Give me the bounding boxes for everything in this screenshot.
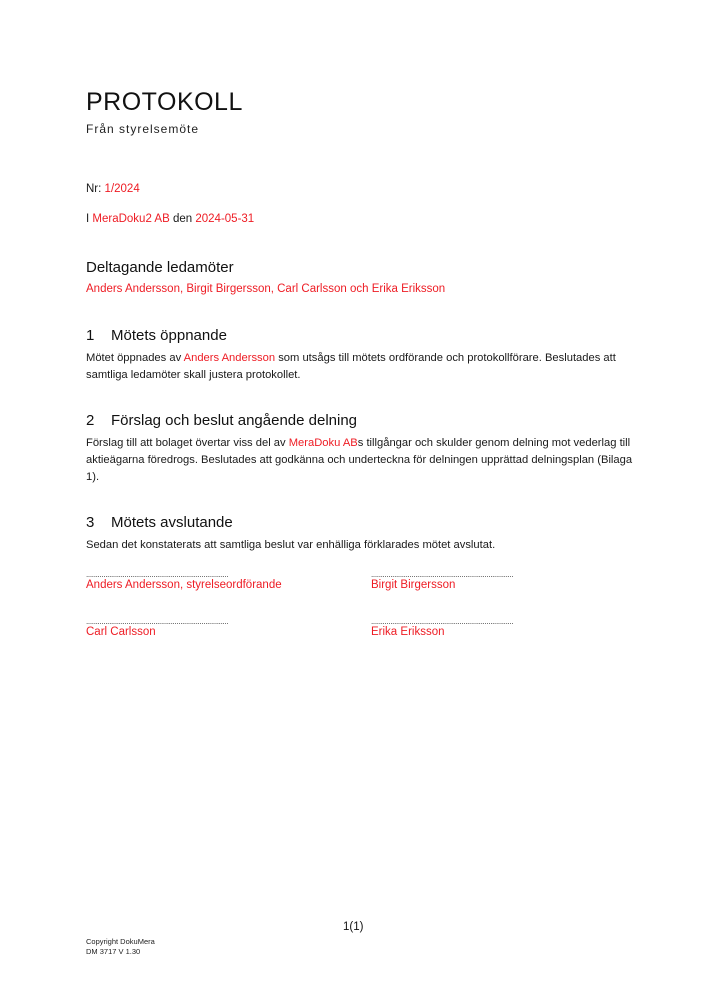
signature-name: Erika Eriksson xyxy=(371,626,445,638)
section-1-text-part: som utsågs till mötets ordförande och protokollförare. Beslutades att samtliga ledamöter skall justera protokollet. xyxy=(86,352,616,381)
signature-block-4 xyxy=(371,617,521,638)
section-1-title: Mötets öppnande xyxy=(111,327,227,344)
document-title: PROTOKOLL xyxy=(86,88,243,116)
protocol-number-label: Nr: xyxy=(86,183,102,195)
footer-info xyxy=(86,937,155,957)
participants-heading: Deltagande ledamöter xyxy=(86,259,234,276)
section-2-title: Förslag och beslut angående delning xyxy=(111,412,358,429)
signature-line: .......................................................................... xyxy=(86,617,229,626)
chairman-name: Anders Andersson xyxy=(183,352,276,364)
section-2-number: 2 xyxy=(86,412,95,429)
section-2-text-part: s tillgångar och skulder genom delning mot vederlag till aktieägarna föredrogs. Beslutades att godkänna och underteckna för delningen upprättad delningsplan (Bilaga 1). xyxy=(86,437,633,483)
signature-name: Anders Andersson, styrelseordförande xyxy=(86,579,282,591)
source-company-name: MeraDoku AB xyxy=(288,437,358,449)
section-2-text-part: Förslag till att bolaget övertar viss del av xyxy=(86,437,289,449)
location-line xyxy=(86,213,254,225)
section-3-number: 3 xyxy=(86,514,95,531)
protocol-number xyxy=(86,183,140,195)
section-3-heading xyxy=(86,514,233,531)
protocol-number-value: 1/2024 xyxy=(104,183,140,195)
signature-line: .......................................................................... xyxy=(371,570,514,579)
signature-line: .......................................................................... xyxy=(371,617,514,626)
signature-name: Carl Carlsson xyxy=(86,626,156,638)
participants-names: Anders Andersson, Birgit Birgersson, Carl Carlsson och Erika Eriksson xyxy=(86,283,446,295)
copyright-text: Copyright DokuMera xyxy=(86,937,155,946)
section-1-number: 1 xyxy=(86,327,95,344)
section-2-text xyxy=(86,435,646,486)
section-3-text: Sedan det konstaterats att samtliga beslut var enhälliga förklarades mötet avslutat. xyxy=(86,539,496,551)
page-number: 1(1) xyxy=(343,921,364,933)
company-name: MeraDoku2 AB xyxy=(92,213,170,225)
section-1-text-part: Mötet öppnades av xyxy=(86,352,184,364)
document-subtitle: Från styrelsemöte xyxy=(86,122,200,136)
location-middle: den xyxy=(172,213,193,225)
meeting-date: 2024-05-31 xyxy=(195,213,255,225)
document-id: DM 3717 V 1.30 xyxy=(86,947,141,956)
section-3-title: Mötets avslutande xyxy=(111,514,233,531)
signature-block-2 xyxy=(371,570,521,591)
section-2-heading xyxy=(86,412,357,429)
signature-block-1 xyxy=(86,570,282,591)
signature-block-3 xyxy=(86,617,236,638)
section-1-text xyxy=(86,350,646,384)
location-prefix: I xyxy=(86,213,90,225)
signature-line: .......................................................................... xyxy=(86,570,229,579)
signature-name: Birgit Birgersson xyxy=(371,579,456,591)
section-1-heading xyxy=(86,327,227,344)
